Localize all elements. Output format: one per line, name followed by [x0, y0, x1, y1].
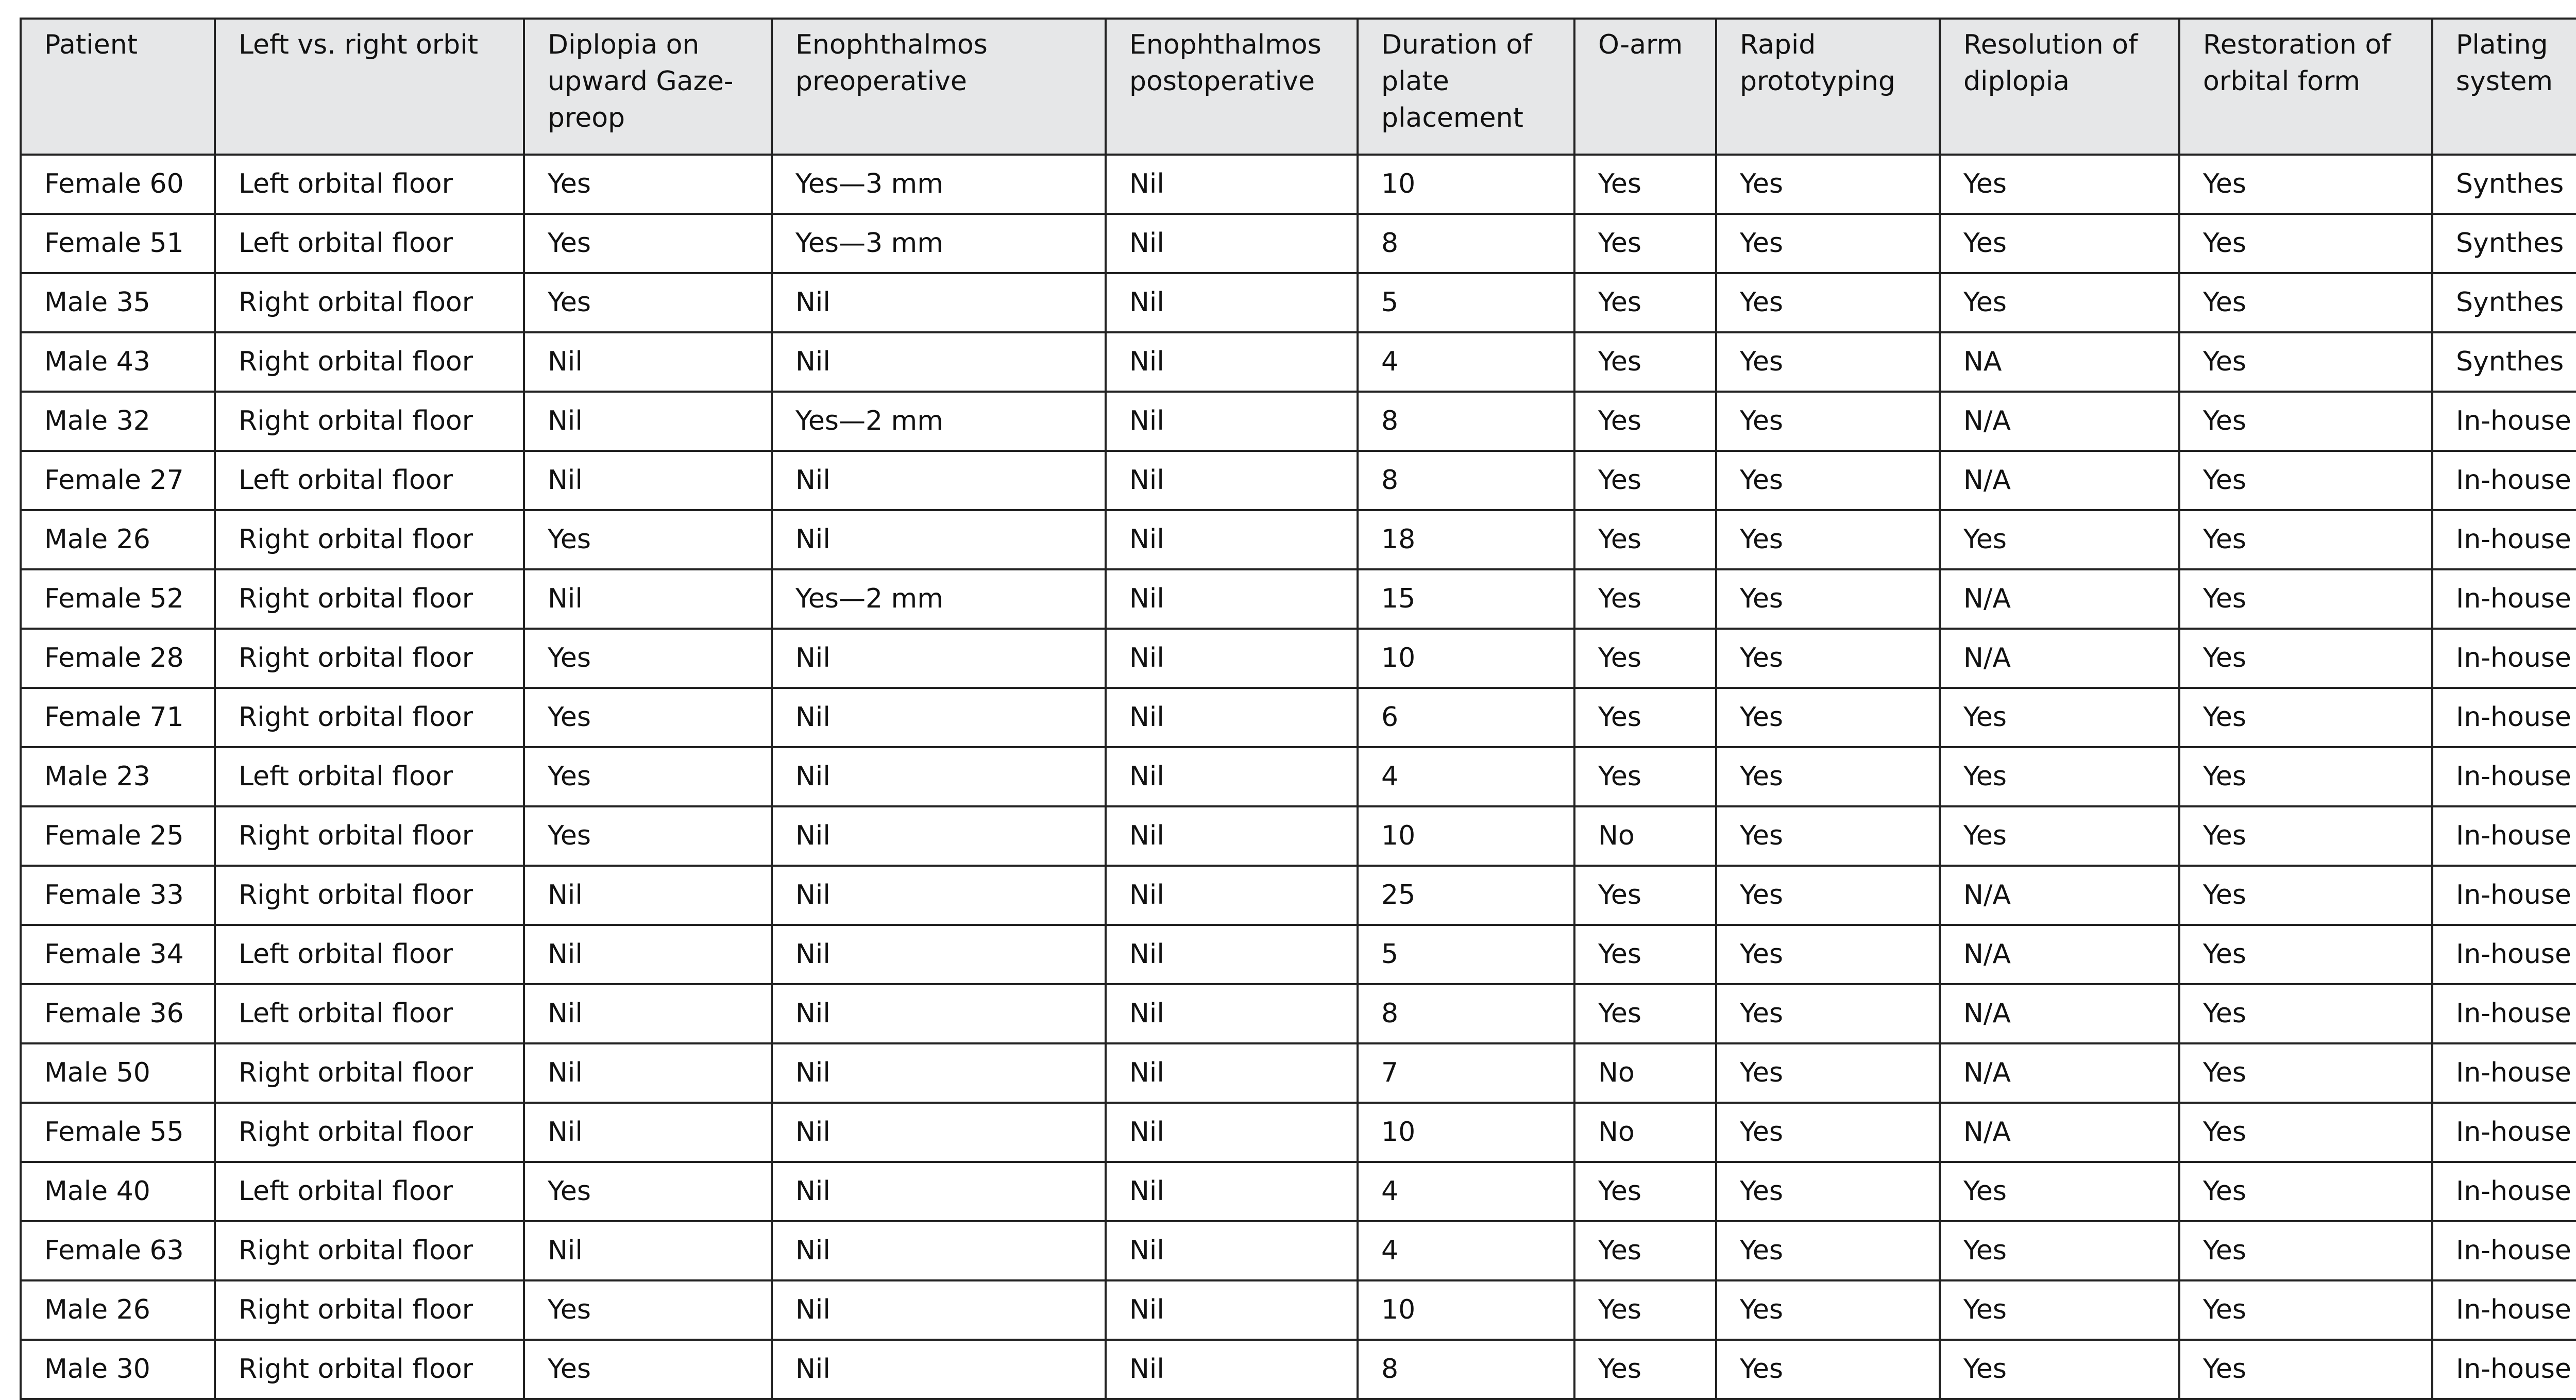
cell-diplopia-preop: Yes: [524, 688, 772, 747]
cell-diplopia-preop: Yes: [524, 747, 772, 806]
cell-orbit-side: Right orbital floor: [215, 1221, 524, 1280]
table-row: [21, 392, 2576, 451]
cell-orbital-form: Yes: [2179, 155, 2432, 214]
cell-orbital-form: Yes: [2179, 510, 2432, 569]
cell-diplopia-resolution: Yes: [1940, 806, 2179, 866]
cell-plate-duration: 18: [1358, 510, 1574, 569]
cell-plate-duration: 15: [1358, 569, 1574, 629]
cell-enophthalmos-postop: Nil: [1106, 1221, 1358, 1280]
cell-rapid-prototyping: Yes: [1716, 1280, 1940, 1340]
cell-diplopia-preop: Nil: [524, 984, 772, 1043]
table-row: [21, 155, 2576, 214]
cell-plating-system: Synthes: [2432, 273, 2576, 332]
cell-enophthalmos-postop: Nil: [1106, 806, 1358, 866]
cell-o-arm: Yes: [1574, 688, 1716, 747]
table-row: [21, 984, 2576, 1043]
table-row: [21, 1340, 2576, 1399]
cell-diplopia-preop: Nil: [524, 332, 772, 392]
cell-enophthalmos-postop: Nil: [1106, 747, 1358, 806]
cell-diplopia-preop: Nil: [524, 569, 772, 629]
cell-plate-duration: 4: [1358, 747, 1574, 806]
cell-o-arm: Yes: [1574, 629, 1716, 688]
cell-patient: Female 63: [21, 1221, 215, 1280]
cell-diplopia-resolution: N/A: [1940, 925, 2179, 984]
cell-orbit-side: Left orbital floor: [215, 155, 524, 214]
table-row: [21, 866, 2576, 925]
cell-plate-duration: 5: [1358, 925, 1574, 984]
cell-patient: Male 50: [21, 1043, 215, 1103]
cell-patient: Female 34: [21, 925, 215, 984]
cell-plating-system: In-house: [2432, 1043, 2576, 1103]
cell-enophthalmos-preop: Nil: [772, 451, 1106, 510]
table-row: [21, 1103, 2576, 1162]
column-header-enophthalmos-preop: Enophthalmos preoperative: [772, 19, 1106, 155]
cell-orbital-form: Yes: [2179, 214, 2432, 273]
cell-plate-duration: 4: [1358, 1162, 1574, 1221]
cell-rapid-prototyping: Yes: [1716, 688, 1940, 747]
cell-diplopia-preop: Nil: [524, 925, 772, 984]
cell-diplopia-resolution: Yes: [1940, 1280, 2179, 1340]
cell-diplopia-resolution: Yes: [1940, 155, 2179, 214]
cell-patient: Female 71: [21, 688, 215, 747]
column-header-diplopia-resolution: Resolution of diplopia: [1940, 19, 2179, 155]
cell-orbital-form: Yes: [2179, 451, 2432, 510]
cell-plating-system: Synthes: [2432, 155, 2576, 214]
cell-plating-system: In-house: [2432, 569, 2576, 629]
cell-orbital-form: Yes: [2179, 1221, 2432, 1280]
column-header-orbit-side: Left vs. right orbit: [215, 19, 524, 155]
cell-enophthalmos-postop: Nil: [1106, 688, 1358, 747]
cell-o-arm: Yes: [1574, 925, 1716, 984]
cell-enophthalmos-postop: Nil: [1106, 451, 1358, 510]
cell-patient: Male 43: [21, 332, 215, 392]
cell-enophthalmos-preop: Nil: [772, 688, 1106, 747]
cell-orbit-side: Right orbital floor: [215, 688, 524, 747]
cell-diplopia-preop: Yes: [524, 273, 772, 332]
cell-o-arm: No: [1574, 806, 1716, 866]
cell-enophthalmos-postop: Nil: [1106, 629, 1358, 688]
cell-patient: Male 40: [21, 1162, 215, 1221]
cell-diplopia-resolution: Yes: [1940, 1162, 2179, 1221]
cell-diplopia-preop: Nil: [524, 1221, 772, 1280]
cell-diplopia-preop: Yes: [524, 510, 772, 569]
cell-orbit-side: Right orbital floor: [215, 1280, 524, 1340]
cell-enophthalmos-postop: Nil: [1106, 866, 1358, 925]
cell-enophthalmos-postop: Nil: [1106, 1103, 1358, 1162]
cell-plate-duration: 10: [1358, 629, 1574, 688]
cell-rapid-prototyping: Yes: [1716, 392, 1940, 451]
cell-diplopia-resolution: N/A: [1940, 569, 2179, 629]
cell-o-arm: Yes: [1574, 155, 1716, 214]
cell-diplopia-preop: Nil: [524, 392, 772, 451]
cell-orbital-form: Yes: [2179, 1280, 2432, 1340]
cell-orbit-side: Right orbital floor: [215, 273, 524, 332]
cell-enophthalmos-postop: Nil: [1106, 392, 1358, 451]
cell-orbital-form: Yes: [2179, 1162, 2432, 1221]
cell-diplopia-resolution: N/A: [1940, 1043, 2179, 1103]
cell-diplopia-preop: Yes: [524, 1340, 772, 1399]
cell-rapid-prototyping: Yes: [1716, 1043, 1940, 1103]
cell-orbit-side: Left orbital floor: [215, 984, 524, 1043]
cell-orbital-form: Yes: [2179, 569, 2432, 629]
cell-enophthalmos-preop: Nil: [772, 1340, 1106, 1399]
cell-diplopia-preop: Nil: [524, 451, 772, 510]
cell-o-arm: Yes: [1574, 1221, 1716, 1280]
column-header-patient: Patient: [21, 19, 215, 155]
table-row: [21, 1280, 2576, 1340]
cell-o-arm: No: [1574, 1043, 1716, 1103]
cell-orbital-form: Yes: [2179, 629, 2432, 688]
cell-o-arm: Yes: [1574, 332, 1716, 392]
cell-orbit-side: Right orbital floor: [215, 392, 524, 451]
cell-diplopia-resolution: Yes: [1940, 1221, 2179, 1280]
cell-plate-duration: 8: [1358, 392, 1574, 451]
cell-o-arm: Yes: [1574, 392, 1716, 451]
cell-o-arm: Yes: [1574, 866, 1716, 925]
cell-plating-system: In-house: [2432, 1162, 2576, 1221]
cell-rapid-prototyping: Yes: [1716, 214, 1940, 273]
cell-orbital-form: Yes: [2179, 1340, 2432, 1399]
cell-diplopia-preop: Nil: [524, 1103, 772, 1162]
cell-enophthalmos-preop: Nil: [772, 747, 1106, 806]
cell-plate-duration: 10: [1358, 155, 1574, 214]
cell-diplopia-preop: Yes: [524, 155, 772, 214]
column-header-orbital-form: Restoration of orbital form: [2179, 19, 2432, 155]
cell-o-arm: Yes: [1574, 569, 1716, 629]
cell-diplopia-resolution: Yes: [1940, 510, 2179, 569]
column-header-plating-system: Plating system: [2432, 19, 2576, 155]
cell-rapid-prototyping: Yes: [1716, 984, 1940, 1043]
cell-o-arm: Yes: [1574, 1340, 1716, 1399]
cell-diplopia-resolution: Yes: [1940, 273, 2179, 332]
cell-orbital-form: Yes: [2179, 866, 2432, 925]
cell-diplopia-resolution: N/A: [1940, 1103, 2179, 1162]
cell-orbit-side: Left orbital floor: [215, 1162, 524, 1221]
cell-o-arm: Yes: [1574, 984, 1716, 1043]
cell-orbit-side: Left orbital floor: [215, 214, 524, 273]
cell-rapid-prototyping: Yes: [1716, 569, 1940, 629]
cell-enophthalmos-preop: Nil: [772, 984, 1106, 1043]
cell-plating-system: In-house: [2432, 451, 2576, 510]
cell-enophthalmos-preop: Nil: [772, 1221, 1106, 1280]
cell-enophthalmos-postop: Nil: [1106, 1162, 1358, 1221]
patient-outcomes-table-container: [20, 18, 2576, 1400]
cell-enophthalmos-postop: Nil: [1106, 569, 1358, 629]
cell-patient: Female 52: [21, 569, 215, 629]
cell-orbit-side: Right orbital floor: [215, 1043, 524, 1103]
column-header-plate-duration: Duration of plate placement: [1358, 19, 1574, 155]
column-header-diplopia-preop: Diplopia on upward Gaze-preop: [524, 19, 772, 155]
cell-rapid-prototyping: Yes: [1716, 1103, 1940, 1162]
cell-plate-duration: 4: [1358, 1221, 1574, 1280]
cell-enophthalmos-preop: Yes—3 mm: [772, 155, 1106, 214]
cell-rapid-prototyping: Yes: [1716, 155, 1940, 214]
cell-plate-duration: 7: [1358, 1043, 1574, 1103]
cell-plating-system: In-house: [2432, 510, 2576, 569]
cell-plate-duration: 8: [1358, 451, 1574, 510]
cell-o-arm: Yes: [1574, 747, 1716, 806]
column-header-enophthalmos-postop: Enophthalmos postoperative: [1106, 19, 1358, 155]
cell-plating-system: In-house: [2432, 1221, 2576, 1280]
cell-rapid-prototyping: Yes: [1716, 806, 1940, 866]
cell-diplopia-preop: Yes: [524, 629, 772, 688]
cell-diplopia-preop: Yes: [524, 1280, 772, 1340]
cell-plating-system: In-house: [2432, 925, 2576, 984]
cell-rapid-prototyping: Yes: [1716, 747, 1940, 806]
table-row: [21, 510, 2576, 569]
cell-diplopia-preop: Nil: [524, 866, 772, 925]
cell-plate-duration: 8: [1358, 1340, 1574, 1399]
cell-orbit-side: Right orbital floor: [215, 569, 524, 629]
column-header-o-arm: O-arm: [1574, 19, 1716, 155]
cell-orbit-side: Left orbital floor: [215, 747, 524, 806]
table-row: [21, 332, 2576, 392]
cell-enophthalmos-postop: Nil: [1106, 1340, 1358, 1399]
cell-plating-system: In-house: [2432, 747, 2576, 806]
cell-plating-system: Synthes: [2432, 332, 2576, 392]
cell-orbit-side: Right orbital floor: [215, 1103, 524, 1162]
cell-enophthalmos-postop: Nil: [1106, 1280, 1358, 1340]
cell-rapid-prototyping: Yes: [1716, 451, 1940, 510]
cell-diplopia-resolution: NA: [1940, 332, 2179, 392]
table-row: [21, 688, 2576, 747]
cell-diplopia-resolution: N/A: [1940, 451, 2179, 510]
cell-rapid-prototyping: Yes: [1716, 1162, 1940, 1221]
cell-orbit-side: Right orbital floor: [215, 510, 524, 569]
header-row: [21, 19, 2576, 155]
cell-orbital-form: Yes: [2179, 392, 2432, 451]
cell-patient: Female 36: [21, 984, 215, 1043]
cell-o-arm: Yes: [1574, 451, 1716, 510]
cell-orbital-form: Yes: [2179, 688, 2432, 747]
cell-rapid-prototyping: Yes: [1716, 925, 1940, 984]
cell-plating-system: In-house: [2432, 984, 2576, 1043]
cell-diplopia-preop: Nil: [524, 1043, 772, 1103]
cell-plate-duration: 5: [1358, 273, 1574, 332]
cell-patient: Female 33: [21, 866, 215, 925]
cell-enophthalmos-preop: Yes—3 mm: [772, 214, 1106, 273]
cell-enophthalmos-preop: Nil: [772, 1043, 1106, 1103]
cell-patient: Male 32: [21, 392, 215, 451]
cell-patient: Male 35: [21, 273, 215, 332]
cell-plating-system: In-house: [2432, 688, 2576, 747]
cell-plating-system: In-house: [2432, 866, 2576, 925]
cell-orbital-form: Yes: [2179, 273, 2432, 332]
cell-o-arm: Yes: [1574, 510, 1716, 569]
cell-enophthalmos-postop: Nil: [1106, 510, 1358, 569]
cell-plating-system: In-house: [2432, 1103, 2576, 1162]
cell-plating-system: In-house: [2432, 1280, 2576, 1340]
cell-enophthalmos-preop: Nil: [772, 1162, 1106, 1221]
cell-enophthalmos-postop: Nil: [1106, 214, 1358, 273]
cell-rapid-prototyping: Yes: [1716, 332, 1940, 392]
table-row: [21, 925, 2576, 984]
cell-plating-system: In-house: [2432, 392, 2576, 451]
cell-enophthalmos-postop: Nil: [1106, 273, 1358, 332]
cell-enophthalmos-postop: Nil: [1106, 984, 1358, 1043]
patient-outcomes-table: [20, 18, 2576, 1400]
table-row: [21, 273, 2576, 332]
cell-plating-system: In-house: [2432, 629, 2576, 688]
cell-diplopia-resolution: N/A: [1940, 984, 2179, 1043]
cell-rapid-prototyping: Yes: [1716, 1340, 1940, 1399]
cell-patient: Female 28: [21, 629, 215, 688]
cell-enophthalmos-preop: Nil: [772, 925, 1106, 984]
column-header-rapid-prototyping: Rapid prototyping: [1716, 19, 1940, 155]
table-row: [21, 1221, 2576, 1280]
cell-orbit-side: Left orbital floor: [215, 925, 524, 984]
cell-orbital-form: Yes: [2179, 1043, 2432, 1103]
cell-plate-duration: 10: [1358, 806, 1574, 866]
table-row: [21, 451, 2576, 510]
cell-orbital-form: Yes: [2179, 747, 2432, 806]
cell-diplopia-preop: Yes: [524, 1162, 772, 1221]
cell-plate-duration: 10: [1358, 1103, 1574, 1162]
cell-patient: Male 26: [21, 1280, 215, 1340]
cell-rapid-prototyping: Yes: [1716, 1221, 1940, 1280]
cell-orbital-form: Yes: [2179, 925, 2432, 984]
cell-diplopia-resolution: N/A: [1940, 866, 2179, 925]
cell-rapid-prototyping: Yes: [1716, 273, 1940, 332]
cell-orbit-side: Right orbital floor: [215, 866, 524, 925]
cell-patient: Female 60: [21, 155, 215, 214]
cell-plating-system: Synthes: [2432, 214, 2576, 273]
cell-orbital-form: Yes: [2179, 332, 2432, 392]
cell-plate-duration: 25: [1358, 866, 1574, 925]
cell-diplopia-resolution: Yes: [1940, 214, 2179, 273]
cell-enophthalmos-postop: Nil: [1106, 155, 1358, 214]
cell-enophthalmos-preop: Nil: [772, 806, 1106, 866]
cell-orbit-side: Right orbital floor: [215, 1340, 524, 1399]
cell-plate-duration: 4: [1358, 332, 1574, 392]
table-row: [21, 806, 2576, 866]
cell-plating-system: In-house: [2432, 1340, 2576, 1399]
cell-diplopia-resolution: N/A: [1940, 629, 2179, 688]
cell-rapid-prototyping: Yes: [1716, 510, 1940, 569]
cell-o-arm: Yes: [1574, 214, 1716, 273]
table-row: [21, 1043, 2576, 1103]
cell-o-arm: Yes: [1574, 273, 1716, 332]
cell-enophthalmos-preop: Yes—2 mm: [772, 569, 1106, 629]
cell-diplopia-preop: Yes: [524, 214, 772, 273]
cell-patient: Female 51: [21, 214, 215, 273]
cell-o-arm: No: [1574, 1103, 1716, 1162]
cell-orbit-side: Right orbital floor: [215, 629, 524, 688]
table-row: [21, 747, 2576, 806]
cell-enophthalmos-postop: Nil: [1106, 925, 1358, 984]
cell-enophthalmos-postop: Nil: [1106, 332, 1358, 392]
cell-rapid-prototyping: Yes: [1716, 629, 1940, 688]
cell-diplopia-resolution: Yes: [1940, 747, 2179, 806]
cell-enophthalmos-postop: Nil: [1106, 1043, 1358, 1103]
cell-o-arm: Yes: [1574, 1280, 1716, 1340]
cell-diplopia-resolution: Yes: [1940, 1340, 2179, 1399]
table-row: [21, 569, 2576, 629]
cell-orbit-side: Right orbital floor: [215, 332, 524, 392]
cell-patient: Male 30: [21, 1340, 215, 1399]
cell-enophthalmos-preop: Nil: [772, 332, 1106, 392]
table-header: [21, 19, 2576, 155]
cell-o-arm: Yes: [1574, 1162, 1716, 1221]
cell-enophthalmos-preop: Nil: [772, 866, 1106, 925]
cell-diplopia-resolution: N/A: [1940, 392, 2179, 451]
cell-plate-duration: 6: [1358, 688, 1574, 747]
cell-patient: Female 27: [21, 451, 215, 510]
table-row: [21, 214, 2576, 273]
cell-orbit-side: Right orbital floor: [215, 806, 524, 866]
cell-plate-duration: 8: [1358, 984, 1574, 1043]
cell-orbital-form: Yes: [2179, 984, 2432, 1043]
cell-rapid-prototyping: Yes: [1716, 866, 1940, 925]
cell-diplopia-preop: Yes: [524, 806, 772, 866]
cell-enophthalmos-preop: Nil: [772, 1280, 1106, 1340]
cell-orbital-form: Yes: [2179, 1103, 2432, 1162]
cell-enophthalmos-preop: Nil: [772, 273, 1106, 332]
table-row: [21, 629, 2576, 688]
cell-orbit-side: Left orbital floor: [215, 451, 524, 510]
cell-patient: Male 23: [21, 747, 215, 806]
cell-plating-system: In-house: [2432, 806, 2576, 866]
table-row: [21, 1162, 2576, 1221]
cell-orbital-form: Yes: [2179, 806, 2432, 866]
cell-enophthalmos-preop: Yes—2 mm: [772, 392, 1106, 451]
cell-enophthalmos-preop: Nil: [772, 1103, 1106, 1162]
cell-enophthalmos-preop: Nil: [772, 629, 1106, 688]
cell-diplopia-resolution: Yes: [1940, 688, 2179, 747]
cell-plate-duration: 10: [1358, 1280, 1574, 1340]
cell-patient: Male 26: [21, 510, 215, 569]
table-body: [21, 155, 2576, 1399]
cell-enophthalmos-preop: Nil: [772, 510, 1106, 569]
cell-patient: Female 55: [21, 1103, 215, 1162]
cell-plate-duration: 8: [1358, 214, 1574, 273]
cell-patient: Female 25: [21, 806, 215, 866]
